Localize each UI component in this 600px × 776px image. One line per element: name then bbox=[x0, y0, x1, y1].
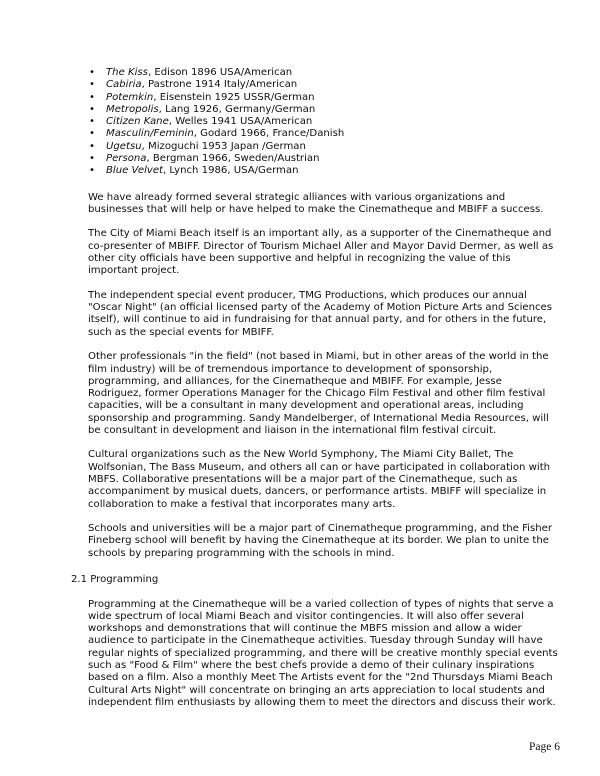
page-body bbox=[71, 67, 558, 709]
bullet-icon: • bbox=[89, 91, 95, 103]
list-item bbox=[88, 79, 558, 91]
film-title: Citizen Kane bbox=[106, 116, 169, 128]
film-details: , Bergman 1966, Sweden/Austrian bbox=[146, 153, 320, 165]
bullet-icon: • bbox=[89, 165, 95, 177]
bullet-icon: • bbox=[89, 79, 95, 91]
paragraph-tmg-productions: The independent special event producer, TMG Productions, which produces our annual "Oscar Night" (an official licensed party of the Academy of Motion Picture Arts and Sciences itself), will continue to aid in fundraising for that annual party, and for others in the future, such as the special events for MBIFF. bbox=[88, 289, 553, 338]
film-title: Masculin/Feminin bbox=[106, 128, 194, 140]
bullet-icon: • bbox=[89, 153, 95, 165]
list-item bbox=[88, 165, 558, 177]
list-item bbox=[88, 128, 558, 140]
paragraph-city-of-miami-beach: The City of Miami Beach itself is an important ally, as a supporter of the Cinematheque and co-presenter of MBIFF. Director of Tourism Michael Aller and Mayor David Dermer, as well as other city officials have been supportive and helpful in recognizing the value of this important project. bbox=[88, 228, 554, 277]
list-item bbox=[88, 67, 558, 79]
film-title: Blue Velvet bbox=[106, 165, 164, 177]
film-details: , Edison 1896 USA/American bbox=[147, 67, 293, 78]
film-title: Persona bbox=[106, 153, 147, 165]
film-details: , Lang 1926, Germany/German bbox=[158, 103, 316, 115]
bullet-icon: • bbox=[89, 140, 95, 152]
bullet-icon: • bbox=[89, 116, 95, 128]
paragraph-programming: Programming at the Cinematheque will be a varied collection of types of nights that serve a wide spectrum of local Miami Beach and visitor contingencies. It will also offer several workshops and demonstrations that will continue the MBFS mission and allow a wider audience to participate in the Cinematheque activities. Tuesday through Sunday will have regular nights of specialized programming, and there will be creative monthly special events such as "Food & Film" where the best chefs provide a demo of their culinary inspirations based on a film. Also a monthly Meet The Artists event for the "2nd Thursdays Miami Beach Cultural Arts Night" will concentrate on bringing an arts appreciation to local students and independent film enthusiasts by allowing them to meet the directors and discuss their work. bbox=[88, 598, 558, 708]
film-list bbox=[88, 67, 558, 178]
list-item bbox=[88, 141, 558, 153]
section-heading-programming: 2.1 Programming bbox=[71, 574, 159, 586]
paragraph-film-professionals: Other professionals "in the field" (not based in Miami, but in other areas of the world in the film industry) will be of tremendous importance to development of sponsorship, programming, and alliances, for the Cinematheque and MBIFF. For example, Jesse Rodriguez, former Operations Manager for the Chicago Film Festival and other film festival capacities, will be a consultant in many development and operational areas, including sponsorship and programming. Sandy Mandelberger, of International Media Resources, will be consultant in development and liaison in the international film festival circuit. bbox=[88, 351, 549, 436]
page-number: Page 6 bbox=[529, 741, 560, 753]
paragraph-schools: Schools and universities will be a major part of Cinematheque programming, and the Fisher Fineberg school will benefit by having the Cinematheque at its border. We plan to unite the schools by preparing programming with the schools in mind. bbox=[88, 523, 552, 559]
bullet-icon: • bbox=[89, 128, 95, 140]
paragraph-cultural-organizations: Cultural organizations such as the New World Symphony, The Miami City Ballet, The Wolfsonian, The Bass Museum, and others all can or have participated in collaboration with MBFS. Collaborative presentations will be a major part of the Cinematheque, such as accompaniment by musical duets, dancers, or performance artists. MBIFF will specialize in collaboration to make a festival that incorporates many arts. bbox=[88, 449, 551, 510]
film-title: Ugetsu bbox=[106, 140, 142, 152]
paragraph-strategic-alliances: We have already formed several strategic alliances with various organizations and businesses that will help or have helped to make the Cinematheque and MBIFF a success. bbox=[88, 191, 544, 215]
film-details: , Eisenstein 1925 USSR/German bbox=[153, 91, 315, 103]
film-title: Potemkin bbox=[106, 91, 154, 103]
list-item bbox=[88, 116, 558, 128]
film-details: , Pastrone 1914 Italy/American bbox=[141, 79, 298, 91]
film-title: Metropolis bbox=[106, 103, 159, 115]
bullet-icon: • bbox=[89, 67, 95, 78]
list-item bbox=[88, 104, 558, 116]
film-details: , Godard 1966, France/Danish bbox=[193, 128, 345, 140]
film-details: , Welles 1941 USA/American bbox=[168, 116, 313, 128]
list-item bbox=[88, 153, 558, 165]
bullet-icon: • bbox=[89, 103, 95, 115]
list-item bbox=[88, 92, 558, 104]
film-details: , Lynch 1986, USA/German bbox=[163, 165, 299, 177]
film-title: Cabiria bbox=[106, 79, 142, 91]
film-details: , Mizoguchi 1953 Japan /German bbox=[141, 140, 306, 152]
film-title: The Kiss bbox=[106, 67, 148, 78]
